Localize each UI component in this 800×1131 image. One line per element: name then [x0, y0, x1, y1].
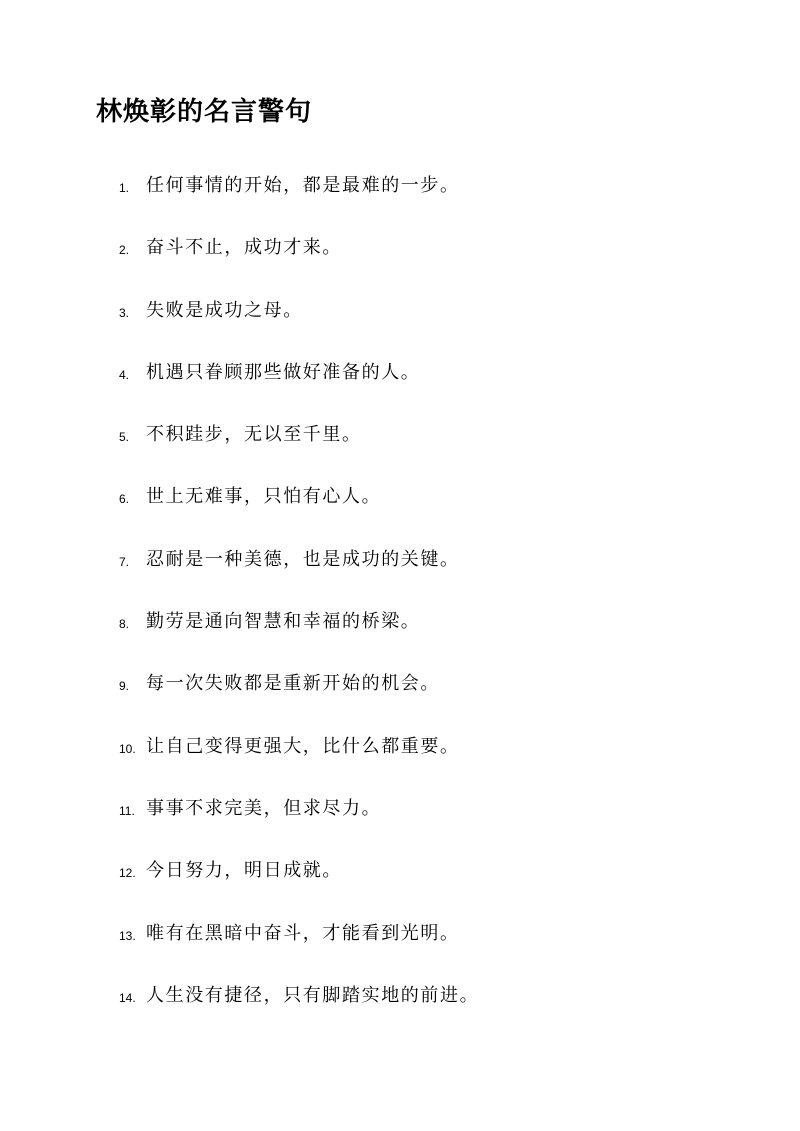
list-item [0, 542, 800, 604]
list-item [0, 293, 800, 355]
list-item-text: 唯有在黑暗中奋斗，才能看到光明。 [146, 922, 460, 944]
list-item-number: 3. [119, 305, 130, 320]
list-item-text: 勤劳是通向智慧和幸福的桥梁。 [146, 611, 421, 633]
list-item-text: 奋斗不止，成功才来。 [146, 237, 342, 259]
list-item-number: 5. [119, 430, 130, 445]
list-item-number: 10. [119, 741, 136, 756]
list-item-number: 1. [119, 181, 130, 195]
list-item-text: 每一次失败都是重新开始的机会。 [146, 673, 440, 695]
list-item [0, 604, 800, 666]
list-item-number: 4. [119, 367, 130, 382]
list-item-text: 人生没有捷径，只有脚踏实地的前进。 [146, 984, 480, 1006]
list-item-number: 13. [119, 928, 136, 943]
list-item [0, 729, 800, 791]
list-item [0, 791, 800, 853]
list-item-number: 11. [119, 803, 135, 818]
list-item-number: 12. [119, 866, 136, 881]
list-item-number: 9. [119, 679, 130, 694]
list-item [0, 168, 800, 230]
list-item [0, 916, 800, 978]
list-item [0, 978, 800, 1040]
list-item-text: 机遇只眷顾那些做好准备的人。 [146, 361, 421, 383]
list-item [0, 666, 800, 728]
list-item [0, 230, 800, 292]
list-item-text: 事事不求完美，但求尽力。 [146, 797, 382, 819]
list-item-text: 忍耐是一种美德，也是成功的关键。 [146, 548, 460, 570]
list-item-text: 今日努力，明日成就。 [146, 860, 342, 882]
list-item-number: 7. [119, 554, 130, 569]
list-item [0, 853, 800, 915]
list-item-text: 世上无难事，只怕有心人。 [146, 486, 382, 508]
list-item [0, 417, 800, 479]
list-item-text: 让自己变得更强大，比什么都重要。 [146, 735, 460, 757]
page-title: 林焕彰的名言警句 [96, 97, 313, 127]
list-item-text: 失败是成功之母。 [146, 299, 303, 321]
list-item-number: 14. [119, 990, 136, 1005]
list-item-number: 6. [119, 492, 130, 507]
list-item-number: 2. [119, 243, 130, 258]
list-item-text: 任何事情的开始，都是最难的一步。 [146, 175, 460, 196]
list-item [0, 355, 800, 417]
list-item-number: 8. [119, 617, 130, 632]
list-item [0, 479, 800, 541]
list-item-text: 不积跬步，无以至千里。 [146, 424, 362, 446]
quote-list [0, 168, 800, 1040]
